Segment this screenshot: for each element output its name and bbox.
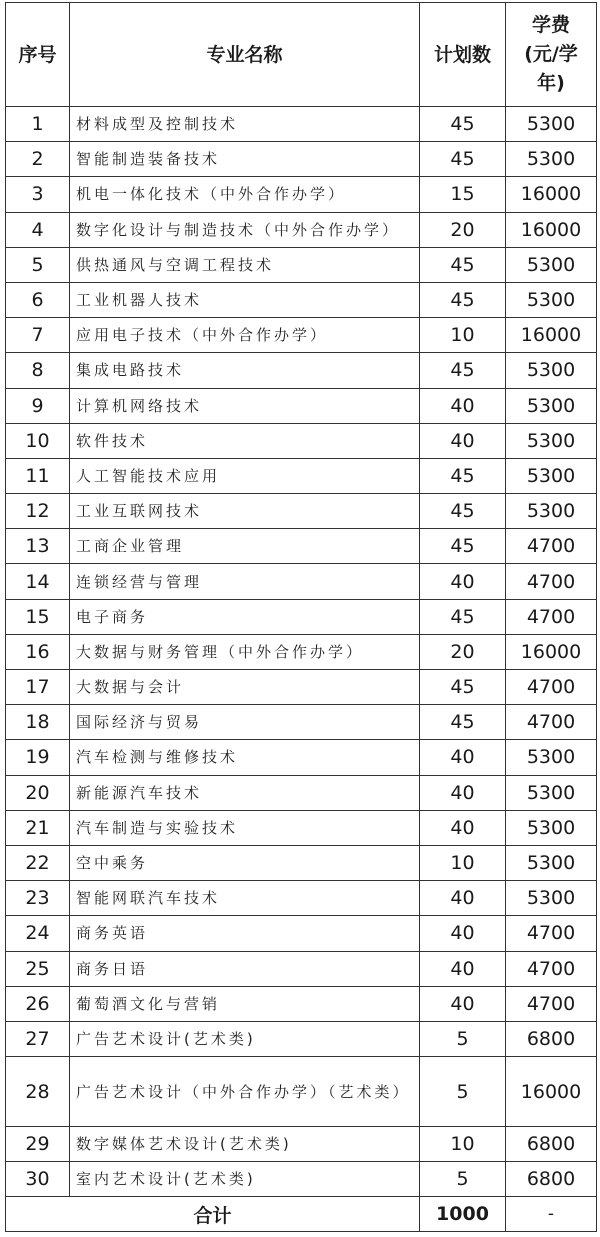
row-plan-count: 40 — [420, 916, 506, 951]
row-index: 17 — [6, 670, 70, 705]
row-major-name: 数字媒体艺术设计(艺术类) — [70, 1127, 420, 1162]
row-index: 12 — [6, 494, 70, 529]
row-index: 30 — [6, 1162, 70, 1197]
row-index: 18 — [6, 705, 70, 740]
table-row — [6, 1021, 597, 1056]
table-row — [6, 142, 597, 177]
row-plan-count: 10 — [420, 1127, 506, 1162]
table-header-row — [6, 3, 597, 107]
table-row — [6, 775, 597, 810]
row-tuition: 5300 — [506, 881, 597, 916]
row-tuition: 16000 — [506, 177, 597, 212]
row-index: 10 — [6, 423, 70, 458]
table-row — [6, 599, 597, 634]
row-major-name: 集成电路技术 — [70, 353, 420, 388]
table-row — [6, 634, 597, 669]
row-major-name: 大数据与财务管理（中外合作办学） — [70, 634, 420, 669]
table-body — [6, 107, 597, 1197]
row-index: 19 — [6, 740, 70, 775]
row-plan-count: 45 — [420, 282, 506, 317]
row-index: 11 — [6, 458, 70, 493]
row-major-name: 材料成型及控制技术 — [70, 107, 420, 142]
header-major-name: 专业名称 — [70, 3, 420, 107]
table-row — [6, 1057, 597, 1127]
row-index: 14 — [6, 564, 70, 599]
row-plan-count: 40 — [420, 951, 506, 986]
row-tuition: 4700 — [506, 951, 597, 986]
row-tuition: 5300 — [506, 142, 597, 177]
row-tuition: 5300 — [506, 775, 597, 810]
header-index: 序号 — [6, 3, 70, 107]
row-plan-count: 40 — [420, 986, 506, 1021]
total-tuition: - — [506, 1197, 597, 1232]
row-plan-count: 10 — [420, 845, 506, 880]
table-row — [6, 107, 597, 142]
header-tuition — [506, 3, 597, 107]
row-major-name: 智能制造装备技术 — [70, 142, 420, 177]
row-major-name: 室内艺术设计(艺术类) — [70, 1162, 420, 1197]
row-index: 7 — [6, 318, 70, 353]
row-major-name: 汽车检测与维修技术 — [70, 740, 420, 775]
row-major-name: 广告艺术设计（中外合作办学）（艺术类） — [70, 1057, 420, 1127]
row-tuition: 6800 — [506, 1162, 597, 1197]
row-tuition: 4700 — [506, 599, 597, 634]
row-index: 5 — [6, 247, 70, 282]
row-tuition: 5300 — [506, 845, 597, 880]
row-index: 23 — [6, 881, 70, 916]
row-tuition: 4700 — [506, 564, 597, 599]
row-major-name: 智能网联汽车技术 — [70, 881, 420, 916]
table-row — [6, 986, 597, 1021]
enrollment-plan-table — [5, 2, 597, 1232]
table-row — [6, 388, 597, 423]
table-row — [6, 845, 597, 880]
table-row — [6, 423, 597, 458]
row-tuition: 4700 — [506, 705, 597, 740]
row-major-name: 商务英语 — [70, 916, 420, 951]
row-plan-count: 20 — [420, 634, 506, 669]
row-tuition: 5300 — [506, 494, 597, 529]
row-major-name: 工业互联网技术 — [70, 494, 420, 529]
row-major-name: 新能源汽车技术 — [70, 775, 420, 810]
row-major-name: 大数据与会计 — [70, 670, 420, 705]
row-plan-count: 40 — [420, 423, 506, 458]
row-tuition: 5300 — [506, 247, 597, 282]
row-index: 8 — [6, 353, 70, 388]
table-row — [6, 705, 597, 740]
row-major-name: 国际经济与贸易 — [70, 705, 420, 740]
row-tuition: 5300 — [506, 282, 597, 317]
row-major-name: 工业机器人技术 — [70, 282, 420, 317]
header-plan-count: 计划数 — [420, 3, 506, 107]
row-plan-count: 45 — [420, 142, 506, 177]
row-plan-count: 45 — [420, 670, 506, 705]
row-tuition: 4700 — [506, 986, 597, 1021]
row-plan-count: 45 — [420, 705, 506, 740]
row-index: 29 — [6, 1127, 70, 1162]
row-tuition: 4700 — [506, 529, 597, 564]
row-major-name: 空中乘务 — [70, 845, 420, 880]
row-plan-count: 45 — [420, 599, 506, 634]
table-row — [6, 529, 597, 564]
row-tuition: 6800 — [506, 1127, 597, 1162]
row-index: 4 — [6, 212, 70, 247]
row-tuition: 5300 — [506, 458, 597, 493]
row-index: 25 — [6, 951, 70, 986]
row-tuition: 16000 — [506, 318, 597, 353]
row-plan-count: 40 — [420, 810, 506, 845]
row-index: 15 — [6, 599, 70, 634]
table-row — [6, 282, 597, 317]
row-major-name: 机电一体化技术（中外合作办学） — [70, 177, 420, 212]
row-major-name: 汽车制造与实验技术 — [70, 810, 420, 845]
row-index: 6 — [6, 282, 70, 317]
row-plan-count: 20 — [420, 212, 506, 247]
row-index: 20 — [6, 775, 70, 810]
row-index: 24 — [6, 916, 70, 951]
header-tuition-line3: 年) — [537, 72, 565, 94]
row-tuition: 6800 — [506, 1021, 597, 1056]
row-major-name: 广告艺术设计(艺术类) — [70, 1021, 420, 1056]
row-index: 1 — [6, 107, 70, 142]
table-row — [6, 670, 597, 705]
table-row — [6, 881, 597, 916]
row-plan-count: 40 — [420, 740, 506, 775]
row-tuition: 5300 — [506, 740, 597, 775]
table-row — [6, 494, 597, 529]
row-index: 27 — [6, 1021, 70, 1056]
row-plan-count: 40 — [420, 564, 506, 599]
row-index: 22 — [6, 845, 70, 880]
row-index: 3 — [6, 177, 70, 212]
row-tuition: 5300 — [506, 388, 597, 423]
total-plan-count: 1000 — [420, 1197, 506, 1232]
total-row — [6, 1197, 597, 1232]
row-index: 2 — [6, 142, 70, 177]
table-row — [6, 212, 597, 247]
row-tuition: 16000 — [506, 634, 597, 669]
row-index: 26 — [6, 986, 70, 1021]
header-tuition-line2: (元/学 — [524, 43, 578, 65]
row-plan-count: 10 — [420, 318, 506, 353]
row-tuition: 5300 — [506, 810, 597, 845]
row-major-name: 连锁经营与管理 — [70, 564, 420, 599]
row-tuition: 4700 — [506, 670, 597, 705]
row-major-name: 人工智能技术应用 — [70, 458, 420, 493]
table-row — [6, 740, 597, 775]
row-major-name: 电子商务 — [70, 599, 420, 634]
row-major-name: 商务日语 — [70, 951, 420, 986]
row-index: 16 — [6, 634, 70, 669]
row-tuition: 4700 — [506, 916, 597, 951]
table-row — [6, 916, 597, 951]
table-row — [6, 810, 597, 845]
row-plan-count: 40 — [420, 775, 506, 810]
table-row — [6, 318, 597, 353]
table-row — [6, 564, 597, 599]
row-major-name: 应用电子技术（中外合作办学） — [70, 318, 420, 353]
row-plan-count: 45 — [420, 107, 506, 142]
row-plan-count: 5 — [420, 1162, 506, 1197]
row-plan-count: 5 — [420, 1057, 506, 1127]
row-tuition: 5300 — [506, 107, 597, 142]
row-plan-count: 15 — [420, 177, 506, 212]
row-major-name: 软件技术 — [70, 423, 420, 458]
table-row — [6, 247, 597, 282]
row-index: 13 — [6, 529, 70, 564]
row-index: 9 — [6, 388, 70, 423]
row-tuition: 16000 — [506, 212, 597, 247]
row-major-name: 工商企业管理 — [70, 529, 420, 564]
table-row — [6, 177, 597, 212]
table-row — [6, 458, 597, 493]
row-plan-count: 45 — [420, 529, 506, 564]
row-major-name: 葡萄酒文化与营销 — [70, 986, 420, 1021]
row-plan-count: 45 — [420, 494, 506, 529]
row-plan-count: 45 — [420, 353, 506, 388]
row-plan-count: 40 — [420, 388, 506, 423]
total-label: 合计 — [6, 1197, 420, 1232]
header-tuition-line1: 学费 — [531, 14, 570, 36]
table-row — [6, 1162, 597, 1197]
row-major-name: 数字化设计与制造技术（中外合作办学） — [70, 212, 420, 247]
table-row — [6, 1127, 597, 1162]
row-major-name: 计算机网络技术 — [70, 388, 420, 423]
row-index: 21 — [6, 810, 70, 845]
row-tuition: 5300 — [506, 353, 597, 388]
row-tuition: 5300 — [506, 423, 597, 458]
row-plan-count: 45 — [420, 458, 506, 493]
row-plan-count: 40 — [420, 881, 506, 916]
table-row — [6, 951, 597, 986]
row-index: 28 — [6, 1057, 70, 1127]
row-tuition: 16000 — [506, 1057, 597, 1127]
row-plan-count: 5 — [420, 1021, 506, 1056]
table-row — [6, 353, 597, 388]
row-plan-count: 45 — [420, 247, 506, 282]
row-major-name: 供热通风与空调工程技术 — [70, 247, 420, 282]
